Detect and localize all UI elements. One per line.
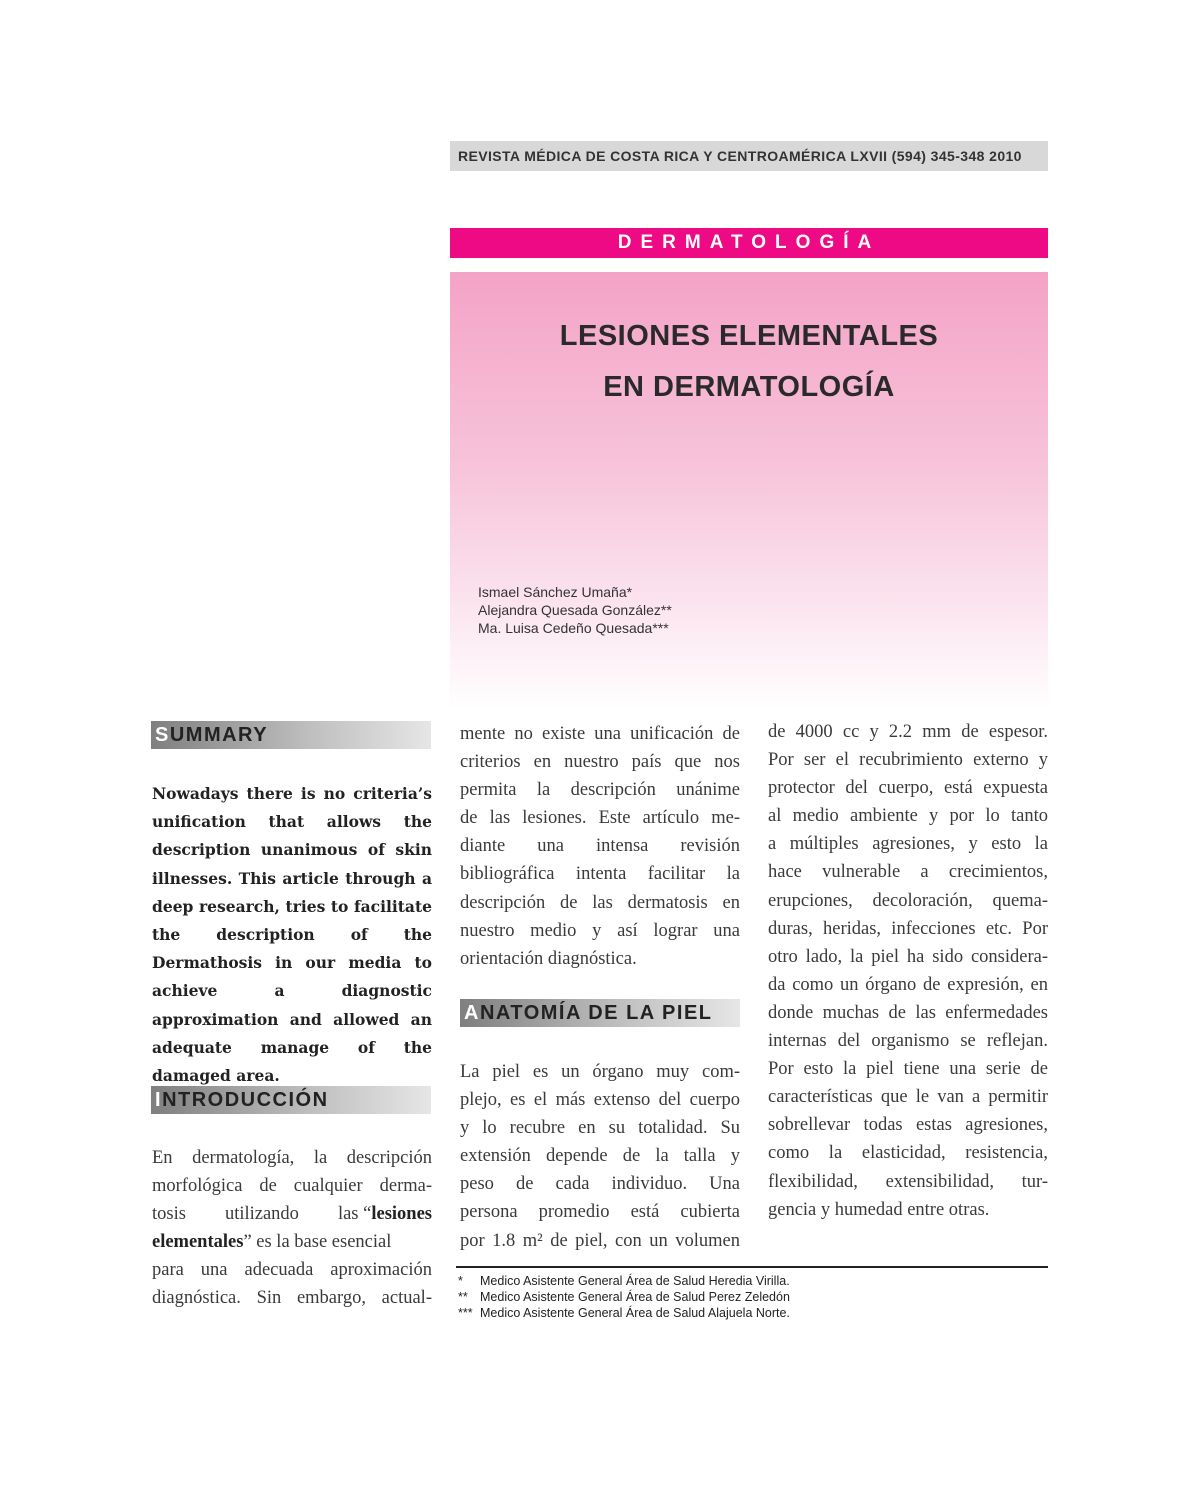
- text-line: y lo recubre en su totalidad. Su: [460, 1118, 740, 1139]
- footnote: [458, 1305, 790, 1321]
- text-line: erupciones, decoloración, quema-: [768, 890, 1048, 911]
- text-line: diagnóstica. Sin embargo, actual-: [152, 1288, 432, 1309]
- anatomia-heading: [460, 999, 740, 1027]
- footnote-mark: **: [458, 1290, 468, 1304]
- text-line: tosis utilizando las “lesiones: [152, 1204, 432, 1225]
- column-3-text: [768, 718, 1048, 1224]
- summary-heading-rest: UMMARY: [169, 724, 269, 746]
- text-line: nuestro medio y así lograr una: [460, 920, 740, 941]
- article-title-line-2: EN DERMATOLOGÍA: [603, 371, 895, 403]
- introduccion-heading-initial: I: [155, 1089, 163, 1111]
- anatomia-heading-rest: NATOMÍA DE LA PIEL: [479, 1002, 713, 1024]
- text-line: Por esto la piel tiene una serie de: [768, 1059, 1048, 1080]
- text-line: permita la descripción unánime: [460, 780, 740, 801]
- introduccion-text: [152, 1144, 432, 1313]
- text-line: extensión depende de la talla y: [460, 1146, 740, 1167]
- text-line: morfológica de cualquier derma-: [152, 1176, 432, 1197]
- text-line: internas del organismo se reflejan.: [768, 1031, 1048, 1052]
- text-line: La piel es un órgano muy com-: [460, 1062, 740, 1082]
- text-line: bibliográfica intenta facilitar la: [460, 864, 740, 885]
- introduccion-heading-rest: NTRODUCCIÓN: [162, 1089, 329, 1111]
- summary-text: Nowadays there is no criteria’s unification that allows the description unanimous of skin illnesses. This article through a deep research, tries to facilitate the description of the Dermathosis in our media to achieve a diagnostic approximation and allowed an adequate manage of the damaged area.: [152, 784, 432, 1086]
- journal-header: REVISTA MÉDICA DE COSTA RICA Y CENTROAMÉRICA LXVII (594) 345-348 2010: [450, 141, 1048, 171]
- author-name: Alejandra Quesada González**: [478, 602, 672, 618]
- text-line: por 1.8 m² de piel, con un volumen: [460, 1230, 740, 1251]
- summary-heading: [151, 721, 431, 749]
- column-2-text: [460, 720, 740, 973]
- text-line: duras, heridas, infecciones etc. Por: [768, 918, 1048, 939]
- keyword: lesiones: [371, 1204, 432, 1225]
- footnote-mark: *: [458, 1274, 463, 1288]
- footnotes: [458, 1273, 790, 1321]
- text-line: flexibilidad, extensibilidad, tur-: [768, 1171, 1048, 1192]
- footnote-divider: [456, 1266, 1048, 1268]
- text-line: otro lado, la piel ha sido considera-: [768, 946, 1048, 967]
- footnote-mark: ***: [458, 1306, 473, 1320]
- anatomia-text: [460, 1058, 740, 1255]
- text-line: características que le van a permitir: [768, 1087, 1048, 1108]
- section-label: DERMATOLOGÍA: [450, 228, 1048, 258]
- text-line: orientación diagnóstica.: [460, 948, 637, 969]
- text-line: de las lesiones. Este artículo me-: [460, 808, 740, 829]
- text-line: diante una intensa revisión: [460, 836, 740, 857]
- text-line: peso de cada individuo. Una: [460, 1174, 740, 1195]
- author-name: Ma. Luisa Cedeño Quesada***: [478, 620, 669, 636]
- text-line: En dermatología, la descripción: [152, 1148, 432, 1168]
- anatomia-heading-initial: A: [464, 1002, 480, 1024]
- footnote-text: Medico Asistente General Área de Salud Alajuela Norte.: [480, 1306, 790, 1320]
- text-line: mente no existe una unificación de: [460, 724, 740, 744]
- introduccion-heading: [151, 1086, 431, 1114]
- article-title-line-1: LESIONES ELEMENTALES: [559, 320, 939, 352]
- keyword: elementales: [152, 1232, 244, 1253]
- text-line: sobrellevar todas estas agresiones,: [768, 1115, 1048, 1136]
- text-line: como la elasticidad, resistencia,: [768, 1143, 1048, 1164]
- text-line: gencia y humedad entre otras.: [768, 1199, 990, 1220]
- footnote-text: Medico Asistente General Área de Salud Perez Zeledón: [480, 1290, 790, 1304]
- author-name: Ismael Sánchez Umaña*: [478, 584, 633, 600]
- text-line: al medio ambiente y por lo tanto: [768, 806, 1048, 827]
- footnote: [458, 1289, 790, 1305]
- text-line: da como un órgano de expresión, en: [768, 974, 1048, 995]
- text-line: descripción de las dermatosis en: [460, 892, 740, 913]
- text-line: hace vulnerable a crecimientos,: [768, 862, 1048, 883]
- text-fragment: ” es la base esencial: [243, 1232, 392, 1253]
- text-line: plejo, es el más extenso del cuerpo: [460, 1090, 740, 1111]
- text-line: Por ser el recubrimiento externo y: [768, 750, 1048, 771]
- text-line: donde muchas de las enfermedades: [768, 1002, 1048, 1023]
- text-line: de 4000 cc y 2.2 mm de espesor.: [768, 722, 1048, 742]
- text-line: protector del cuerpo, está expuesta: [768, 778, 1048, 799]
- text-line: criterios en nuestro país que nos: [460, 752, 740, 773]
- text-line: persona promedio está cubierta: [460, 1202, 740, 1223]
- author-list: [478, 583, 672, 637]
- footnote-text: Medico Asistente General Área de Salud Heredia Virilla.: [480, 1274, 790, 1288]
- summary-heading-initial: S: [155, 724, 170, 746]
- text-line: a múltiples agresiones, y esto la: [768, 834, 1048, 855]
- text-line: para una adecuada aproximación: [152, 1260, 432, 1281]
- text-line: [152, 1228, 432, 1256]
- footnote: [458, 1273, 790, 1289]
